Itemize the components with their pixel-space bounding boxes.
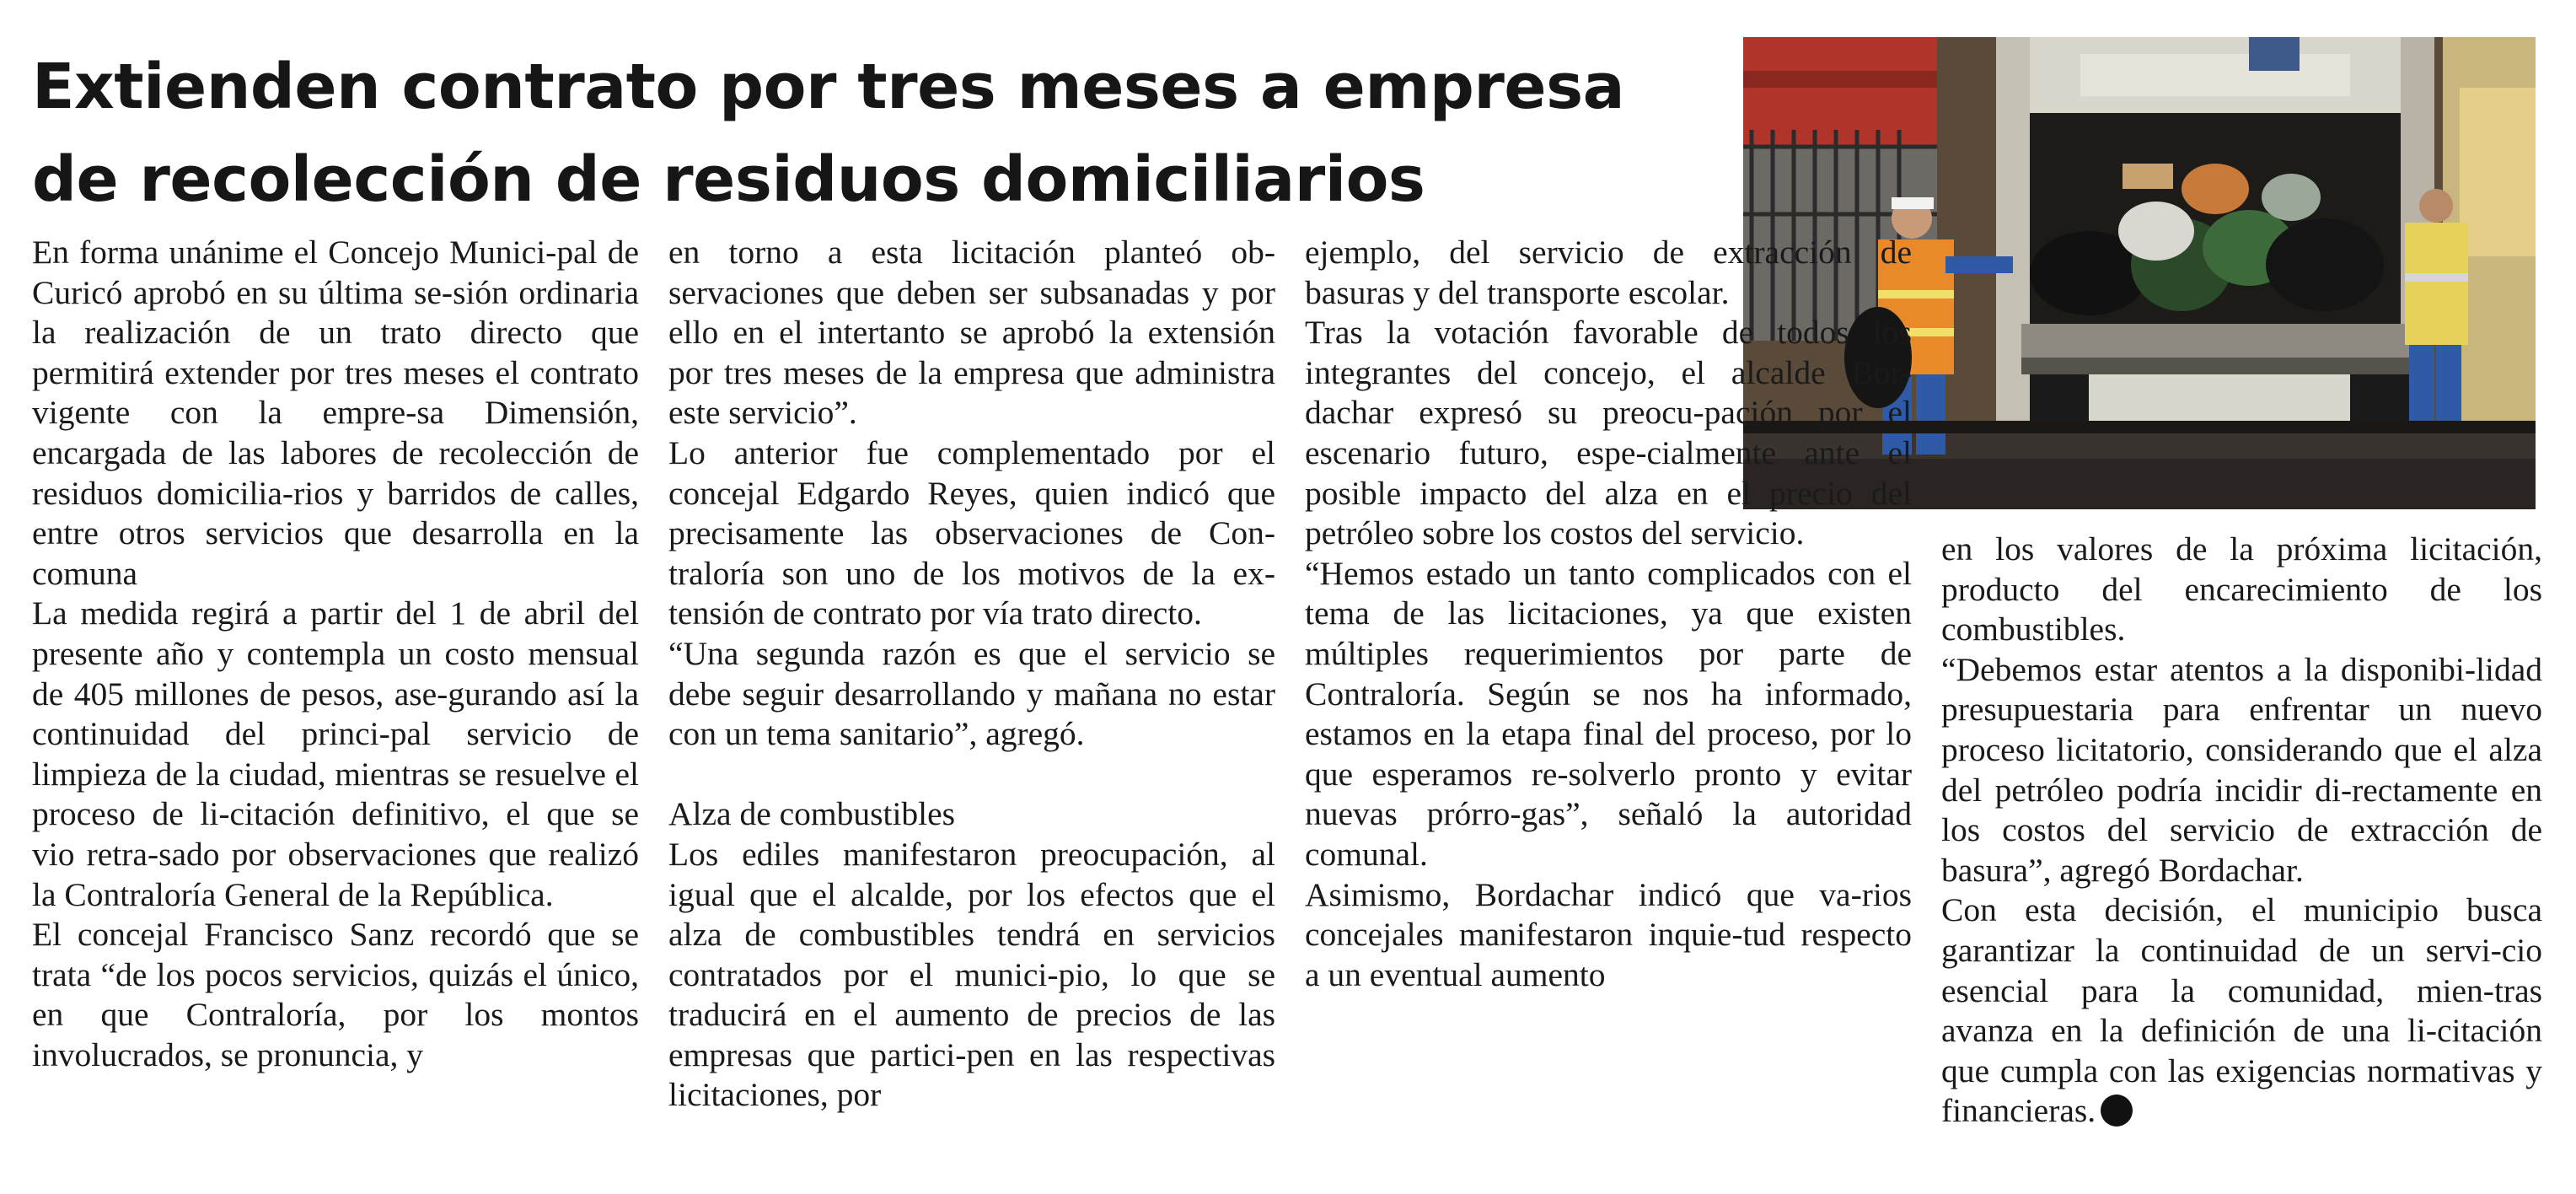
paragraph: ejemplo, del servicio de extracción de basuras y del transporte escolar.	[1305, 234, 1912, 311]
paragraph: en torno a esta licitación planteó ob-servaciones que deben ser subsanadas y por ello en el intertanto se aprobó la extensión por tres meses de la empresa que administra este servicio”.	[668, 234, 1275, 432]
paragraph: Asimismo, Bordachar indicó que va-rios concejales manifestaron inquie-tud respecto a un eventual aumento	[1305, 875, 1912, 993]
paragraph: En forma unánime el Concejo Munici-pal de Curicó aprobó en su última se-sión ordinaria la realización de un trato directo que permitirá extender por tres meses el contrato vigente con la empre-sa Dimensión, encargada de las labores de recolección de residuos domicilia-rios y barridos de calles, entre otros servicios que desarrolla en la comuna	[32, 234, 639, 592]
end-of-article-icon	[2101, 1094, 2133, 1127]
paragraph: La medida regirá a partir del 1 de abril del presente año y contempla un costo mensual de 405 millones de pesos, ase-gurando así la continuidad del princi-pal servicio de limpieza de la ciudad, mientras se resuelve el proceso de li-citación definitivo, el que se vio retra-sado por observaciones que realizó la Contraloría General de la República.	[32, 594, 639, 913]
paragraph-text: Con esta decisión, el municipio busca garantizar la continuidad de un servi-cio esencial para la comunidad, mien-tras avanza en la definición de una li-citación que cumpla con las exigencias normativas y financieras.	[1941, 891, 2542, 1130]
paragraph: en los valores de la próxima licitación, producto del encarecimiento de los combustibles.	[1941, 530, 2542, 648]
subheading: Alza de combustibles	[668, 795, 956, 833]
paragraph: “Hemos estado un tanto complicados con el tema de las licitaciones, ya que existen múltiples requerimientos por parte de Contraloría. Según se nos ha informado, estamos en la etapa final del proceso, por lo que esperamos re-solverlo pronto y evitar nuevas prórro-gas”, señaló la autoridad comunal.	[1305, 554, 1912, 873]
paragraph: “Debemos estar atentos a la disponibi-lidad presupuestaria para enfrentar un nuevo proceso licitatorio, considerando que el alza del petróleo podría incidir di-rectamente en los costos del servicio de extracción de basura”, agregó Bordachar.	[1941, 650, 2542, 889]
article-column-4	[1941, 530, 2542, 1132]
paragraph: Tras la votación favorable de todos los integrantes del concejo, el alcalde Bor-dachar expresó su preocu-pación por el escenario futuro, espe-cialmente ante el posible impacto del alza en el precio del petróleo sobre los costos del servicio.	[1305, 314, 1912, 552]
article-column-2	[668, 233, 1275, 1116]
article-column-1	[32, 233, 639, 1075]
paragraph-last	[1941, 890, 2542, 1132]
headline: Extienden contrato por tres meses a empresa de recolección de residuos domiciliarios	[32, 51, 1625, 216]
paragraph: El concejal Francisco Sanz recordó que se trata “de los pocos servicios, quizás el único, en que Contraloría, por los montos involucrados, se pronuncia, y	[32, 916, 639, 1073]
paragraph: Los ediles manifestaron preocupación, al igual que el alcalde, por los efectos que el alza de combustibles tendrá en servicios contratados por el munici-pio, lo que se traducirá en el aumento de precios de las empresas que partici-pen en las respectivas licitaciones, por	[668, 835, 1275, 1114]
paragraph: “Una segunda razón es que el servicio se debe seguir desarrollando y mañana no estar con un tema sanitario”, agregó.	[668, 634, 1275, 753]
article-column-3	[1305, 233, 1912, 995]
paragraph: Lo anterior fue complementado por el concejal Edgardo Reyes, quien indicó que precisamente las observaciones de Con-traloría son uno de los motivos de la ex-tensión de contrato por vía trato directo.	[668, 433, 1275, 632]
